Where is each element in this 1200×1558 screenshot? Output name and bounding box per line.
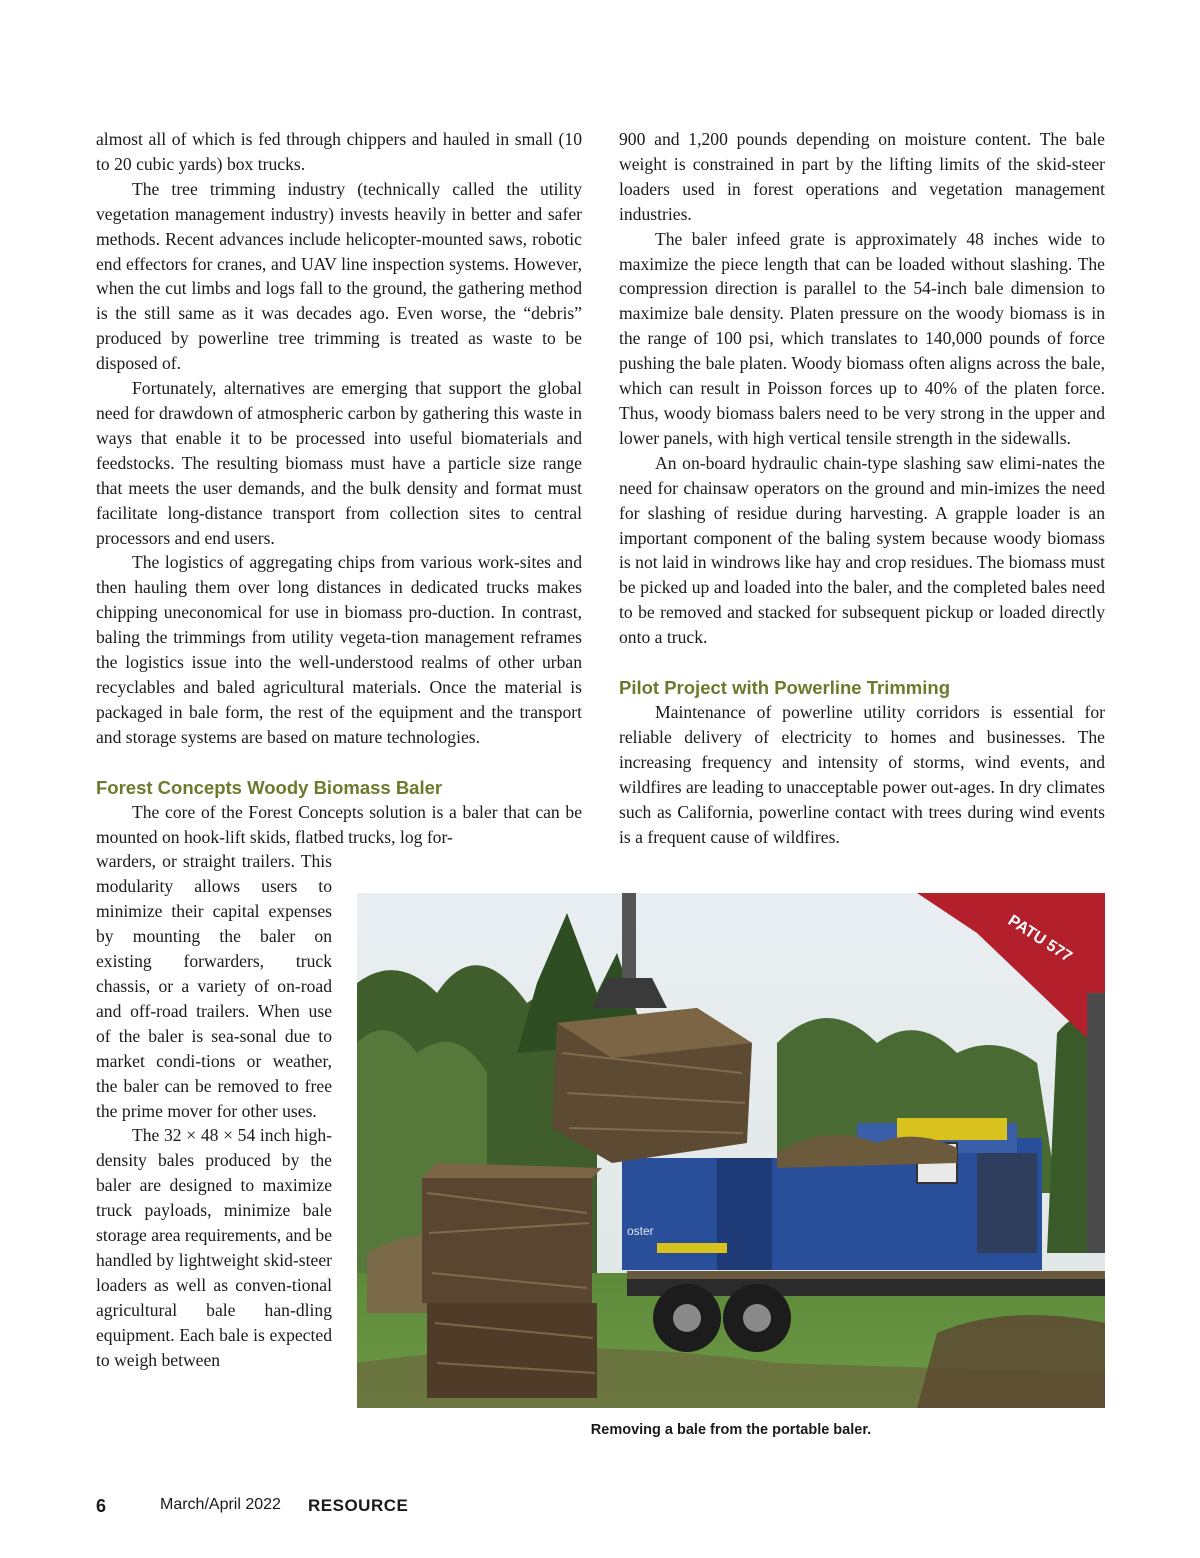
paragraph: The logistics of aggregating chips from various work-sites and then hauling them over long distances in dedicated trucks makes chipping uneconomical for use in biomass pro-duction. In contrast, baling the trimmings from utility vegeta-tion management reframes the logistics issue into the well-understood realms of other urban recyclables and baled agricultural materials. Once the material is packaged in bale form, the rest of the equipment and the transport and storage systems are based on mature technologies. xyxy=(96,552,582,747)
baler-brand-label: oster xyxy=(627,1224,654,1238)
paragraph: The tree trimming industry (technically called the utility vegetation management industry) invests heavily in better and safer methods. Recent advances include helicopter-mounted saws, robotic end effectors for cranes, and UAV line inspection systems. However, when the cut limbs and logs fall to the ground, the gathering method is the still same as it was decades ago. Even worse, the “debris” produced by powerline tree trimming is treated as waste to be disposed of. xyxy=(96,178,582,374)
section-heading: Pilot Project with Powerline Trimming xyxy=(619,677,950,699)
section-heading: Forest Concepts Woody Biomass Baler xyxy=(96,776,443,798)
paragraph: The baler infeed grate is approximately 48 inches wide to maximize the piece length that can be loaded without slashing. The compression direction is parallel to the 54-inch bale dimension to maximize bale density. Platen pressure on the woody biomass is in the range of 100 psi, which translates to 140,000 pounds of force pushing the bale platen. Woody biomass often aligns across the bale, which can result in Poisson forces up to 40% of the platen force. Thus, woody biomass balers need to be very strong in the upper and lower panels, with high vertical tensile strength in the sidewalls. xyxy=(619,228,1105,448)
paragraph: almost all of which is fed through chippers and hauled in small (10 to 20 cubic yards) box trucks. xyxy=(96,129,582,174)
paragraph: The 32 × 48 × 54 inch high-density bales produced by the baler are designed to maximize truck payloads, minimize bale storage area requirements, and be handled by lightweight skid-steer loaders as well as conven-tional agricultural bale han-dling equipment. Each bale is expected to weigh between xyxy=(96,1125,332,1370)
paragraph: warders, or straight trailers. This modularity allows users to minimize their capital expenses by mounting the baler on existing forwarders, truck chassis, or a variety of on-road and off-road trailers. When use of the baler is sea-sonal due to market condi-tions or weather, the baler can be removed to free the prime mover for other uses. xyxy=(96,851,332,1121)
paragraph: The core of the Forest Concepts solution is a baler that can be mounted on hook-lift skids, flatbed trucks, log for- xyxy=(96,801,582,847)
magazine-name: RESOURCE xyxy=(308,1496,409,1515)
paragraph: Fortunately, alternatives are emerging that support the global need for drawdown of atmospheric carbon by gathering this waste in ways that enable it to be processed into useful biomaterials and feedstocks. The resulting biomass must have a particle size range that meets the user demands, and the bulk density and format must facilitate long-distance transport from collection sites to central processors and end users. xyxy=(96,378,582,548)
baler-photo xyxy=(357,893,1105,1408)
figure-caption: Removing a bale from the portable baler. xyxy=(590,1422,872,1438)
page-number: 6 xyxy=(96,1496,107,1516)
right-column xyxy=(619,127,1105,849)
issue-date: March/April 2022 xyxy=(160,1496,281,1513)
paragraph: Maintenance of powerline utility corridors is essential for reliable delivery of electricity to homes and businesses. The increasing frequency and intensity of storms, wind events, and wildfires are leading to unacceptable power out-ages. In dry climates such as California, powerline contact with trees during wind events is a frequent cause of wildfires. xyxy=(619,702,1105,847)
paragraph: An on-board hydraulic chain-type slashing saw elimi-nates the need for chainsaw operators on the ground and min-imizes the need for slashing of residue during harvesting. A grapple loader is an important component of the baling system because woody biomass is not laid in windrows like hay and crop residues. The biomass must be picked up and loaded into the baler, and the completed bales need to be removed and stacked for subsequent pickup or loaded directly onto a truck. xyxy=(619,452,1105,648)
paragraph: 900 and 1,200 pounds depending on moisture content. The bale weight is constrained in part by the lifting limits of the skid-steer loaders used in forest operations and vegetation management industries. xyxy=(619,129,1105,224)
crane-label: PATU 577 xyxy=(1004,912,1075,966)
